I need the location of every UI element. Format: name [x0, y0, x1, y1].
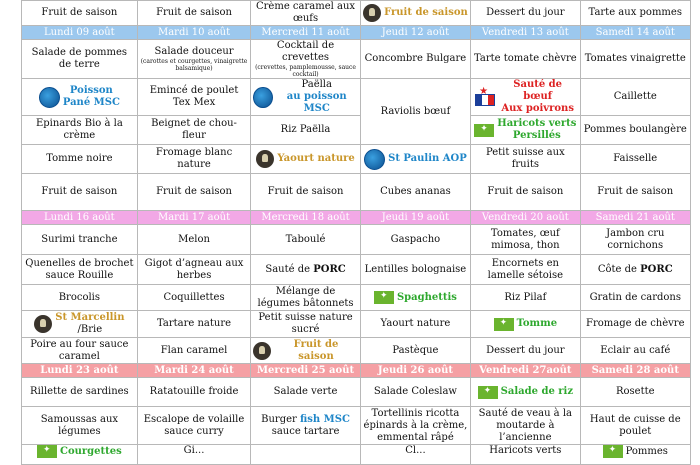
cell: Pommes boulangère [580, 116, 690, 145]
cell: Beignet de chou-fleur [137, 116, 251, 145]
cell: Riz Paëlla [251, 116, 360, 145]
cell: Tartare nature [137, 311, 251, 338]
cell: Raviolis bœuf [360, 79, 470, 145]
cell: Petit suisse nature sucré [251, 311, 360, 338]
cell: Fromage blanc nature [137, 145, 251, 174]
cell: Sauté de PORC [251, 255, 360, 285]
cell: Emincé de poulet Tex Mex [137, 79, 251, 116]
cheese-row-week2 [22, 311, 691, 338]
cell: St Paulin AOP [360, 145, 470, 174]
cell: Yaourt nature [251, 145, 360, 174]
organic-icon [494, 318, 514, 331]
main-row-week1 [22, 79, 691, 116]
cell: Salade verte [251, 378, 360, 407]
cell: Gi... [137, 445, 251, 465]
aop-icon [364, 149, 385, 170]
cell: Haut de cuisse de poulet [580, 407, 690, 445]
cell: Tarte tomate chèvre [471, 40, 580, 79]
cell: Salade Coleslaw [360, 378, 470, 407]
cell: Melon [137, 225, 251, 255]
day-header: Lundi 09 août [22, 26, 138, 40]
day-header: Samedi 28 août [580, 364, 690, 378]
cell: Petit suisse aux fruits [471, 145, 580, 174]
day-header: Lundi 23 août [22, 364, 138, 378]
cell: ✦ Courgettes [22, 445, 138, 465]
dessert-row-week0 [22, 1, 691, 26]
side-row-week2 [22, 285, 691, 311]
cell: ✦ Spaghettis [360, 285, 470, 311]
cell: Pastèque [360, 338, 470, 364]
cell: ★ Sauté de bœuf Aux poivrons [471, 79, 580, 116]
cell: Cocktail de crevettes (crevettes, pamplemousse, sauce cocktail) [251, 40, 360, 79]
starter-row-week3 [22, 378, 691, 407]
cell: Lentilles bolognaise [360, 255, 470, 285]
cell: Quenelles de brochet sauce Rouille [22, 255, 138, 285]
cell: Samoussas aux légumes [22, 407, 138, 445]
day-header: Mercredi 11 août [251, 26, 360, 40]
day-header: Jeudi 26 août [360, 364, 470, 378]
cell: Fruit de saison [251, 338, 360, 364]
day-header-row-week3 [22, 364, 691, 378]
cell: St Marcellin /Brie [22, 311, 138, 338]
cell: ✦ Salade de riz [471, 378, 580, 407]
cell [251, 445, 360, 465]
day-header-row-week1 [22, 26, 691, 40]
cell: Rillette de sardines [22, 378, 138, 407]
cell: Surimi tranche [22, 225, 138, 255]
cell: Rosette [580, 378, 690, 407]
day-header: Samedi 21 août [580, 211, 690, 225]
cheese-row-week1 [22, 145, 691, 174]
local-product-icon [363, 4, 381, 22]
local-product-icon [256, 150, 274, 168]
cell: Caillette [580, 79, 690, 116]
cell: Gaspacho [360, 225, 470, 255]
cell: Coquillettes [137, 285, 251, 311]
cell: Sauté de veau à la moutarde à l’ancienne [471, 407, 580, 445]
cell: Fruit de saison [580, 174, 690, 211]
cell: ✦ Haricots verts Persillés [471, 116, 580, 145]
dessert-row-week2 [22, 338, 691, 364]
day-header: Mardi 10 août [137, 26, 251, 40]
cell: Gigot d’agneau aux herbes [137, 255, 251, 285]
side-row-week3 [22, 445, 691, 465]
cell: Salade douceur (carottes et courgettes, vinaigrette balsamique) [137, 40, 251, 79]
organic-icon [474, 124, 494, 137]
cell: Faisselle [580, 145, 690, 174]
cell: Escalope de volaille sauce curry [137, 407, 251, 445]
cell: Jambon cru cornichons [580, 225, 690, 255]
cell: Fruit de saison [22, 174, 138, 211]
french-beef-icon [473, 89, 495, 105]
cell: Fruit de saison [22, 1, 138, 26]
cell: Yaourt nature [360, 311, 470, 338]
cell: Brocolis [22, 285, 138, 311]
cell: Dessert du jour [471, 338, 580, 364]
cell: Crème caramel aux œufs [251, 1, 360, 26]
cell: Taboulé [251, 225, 360, 255]
cell: Tarte aux pommes [580, 1, 690, 26]
cell: Fruit de saison [137, 1, 251, 26]
cell: Poire au four sauce caramel [22, 338, 138, 364]
cell: Burger fish MSC sauce tartare [251, 407, 360, 445]
cell: Dessert du jour [471, 1, 580, 26]
cell: Ratatouille froide [137, 378, 251, 407]
cell: Tortellinis ricotta épinards à la crème, emmental râpé [360, 407, 470, 445]
cell: Paëlla au poisson MSC [251, 79, 360, 116]
dessert-row-week1 [22, 174, 691, 211]
cell: Cubes ananas [360, 174, 470, 211]
cell: Eclair au café [580, 338, 690, 364]
day-header: Vendredi 13 août [471, 26, 580, 40]
msc-icon [253, 87, 272, 108]
cell: ✦ Pommes [580, 445, 690, 465]
cell: Fruit de saison [251, 174, 360, 211]
cell: Salade de pommes de terre [22, 40, 138, 79]
cell: Tomates vinaigrette [580, 40, 690, 79]
cell: Gratin de cardons [580, 285, 690, 311]
cell: Haricots verts [471, 445, 580, 465]
cell: Tomme noire [22, 145, 138, 174]
side-row-week1 [22, 116, 691, 145]
main-row-week3 [22, 407, 691, 445]
starter-row-week2 [22, 225, 691, 255]
cell: ✦ Tomme [471, 311, 580, 338]
day-header: Mercredi 18 août [251, 211, 360, 225]
cell: Concombre Bulgare [360, 40, 470, 79]
organic-icon [478, 386, 498, 399]
menu-table [21, 0, 691, 465]
day-header-row-week2 [22, 211, 691, 225]
day-header: Mardi 17 août [137, 211, 251, 225]
day-header: Lundi 16 août [22, 211, 138, 225]
day-header: Vendredi 20 août [471, 211, 580, 225]
cell: Fruit de saison [137, 174, 251, 211]
local-product-icon [34, 315, 52, 333]
cell: Flan caramel [137, 338, 251, 364]
day-header: Mercredi 25 août [251, 364, 360, 378]
day-header: Vendredi 27août [471, 364, 580, 378]
day-header: Jeudi 19 août [360, 211, 470, 225]
cell: Riz Pilaf [471, 285, 580, 311]
starter-row-week1 [22, 40, 691, 79]
cell: Cl... [360, 445, 470, 465]
day-header: Jeudi 12 août [360, 26, 470, 40]
day-header: Samedi 14 août [580, 26, 690, 40]
cell: Epinards Bio à la crème [22, 116, 138, 145]
organic-icon [603, 445, 623, 458]
cell: Tomates, œuf mimosa, thon [471, 225, 580, 255]
cell: Fruit de saison [360, 1, 470, 26]
msc-icon [39, 87, 60, 108]
cell: Poisson Pané MSC [22, 79, 138, 116]
cell: Fromage de chèvre [580, 311, 690, 338]
organic-icon [374, 291, 394, 304]
cell: Mélange de légumes bâtonnets [251, 285, 360, 311]
cell: Fruit de saison [471, 174, 580, 211]
cell: Encornets en lamelle sétoise [471, 255, 580, 285]
cell: Côte de PORC [580, 255, 690, 285]
day-header: Mardi 24 août [137, 364, 251, 378]
local-product-icon [253, 342, 271, 360]
organic-icon [37, 445, 57, 458]
main-row-week2 [22, 255, 691, 285]
